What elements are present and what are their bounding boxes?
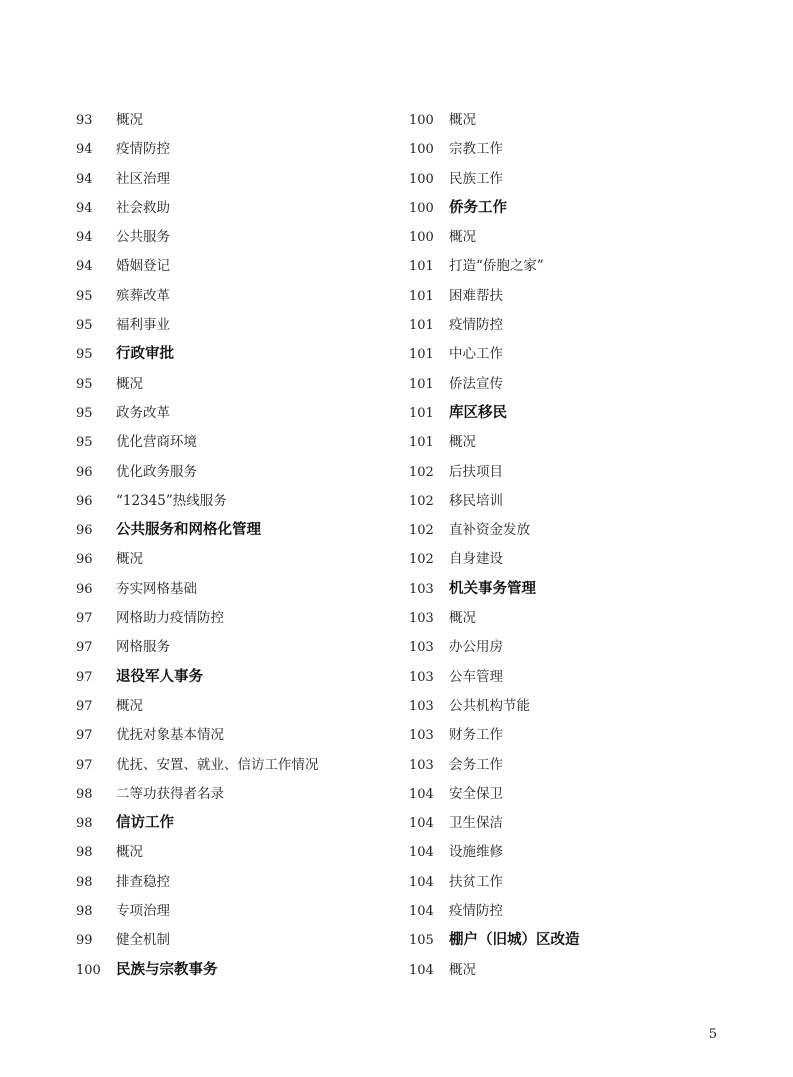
- toc-entry[interactable]: [409, 809, 739, 838]
- toc-page-number: 103: [409, 728, 434, 744]
- toc-entry-title: 设施维修: [449, 844, 503, 861]
- toc-entry-title: 社区治理: [116, 170, 170, 187]
- toc-entry[interactable]: [409, 838, 739, 867]
- toc-page-number: 100: [409, 142, 434, 158]
- toc-entry-title: 网格服务: [116, 639, 170, 656]
- toc-entry[interactable]: [409, 516, 739, 545]
- toc-section-heading[interactable]: [409, 194, 739, 223]
- toc-entry[interactable]: [409, 165, 739, 194]
- toc-entry-title: 侨法宣传: [449, 375, 503, 392]
- toc-entry-title: 夯实网格基础: [116, 580, 197, 597]
- toc-entry[interactable]: [409, 545, 739, 574]
- toc-entry[interactable]: [409, 721, 739, 750]
- toc-page-number: 94: [76, 142, 93, 158]
- toc-page-number: 101: [409, 288, 434, 304]
- toc-entry-title: 扶贫工作: [449, 873, 503, 890]
- toc-entry-title: 概况: [449, 112, 476, 128]
- toc-page-number: 98: [76, 816, 93, 832]
- toc-page-number: 104: [409, 962, 434, 978]
- toc-page-number: 105: [409, 933, 434, 949]
- toc-entry[interactable]: [409, 370, 739, 399]
- toc-entry-title: 办公用房: [449, 639, 503, 656]
- toc-entry[interactable]: [76, 868, 386, 897]
- toc-entry-title: 概况: [116, 375, 143, 392]
- toc-entry-title: 疫情防控: [449, 317, 503, 334]
- toc-page-number: 96: [76, 581, 93, 597]
- toc-entry-title: 福利事业: [116, 317, 170, 334]
- toc-page-number: 97: [76, 669, 93, 685]
- toc-entry[interactable]: [76, 252, 386, 281]
- toc-entry-title: 社会救助: [116, 199, 170, 216]
- toc-heading-title: 棚户（旧城）区改造: [449, 932, 580, 949]
- toc-entry-title: 宗教工作: [449, 141, 503, 158]
- toc-entry-title: “12345”热线服务: [116, 492, 227, 509]
- toc-page-number: 94: [76, 200, 93, 216]
- toc-entry-title: 公车管理: [449, 668, 503, 685]
- toc-page-number: 100: [409, 230, 434, 246]
- toc-page-number: 95: [76, 376, 93, 392]
- toc-entry-title: 中心工作: [449, 346, 503, 363]
- toc-entry-title: 优化营商环境: [116, 434, 197, 451]
- toc-entry-title: 卫生保洁: [449, 815, 503, 832]
- toc-entry-title: 专项治理: [116, 903, 170, 920]
- toc-entry-title: 概况: [449, 610, 476, 627]
- toc-entry-title: 财务工作: [449, 727, 503, 744]
- toc-page-number: 101: [409, 347, 434, 363]
- toc-heading-title: 库区移民: [449, 404, 507, 421]
- toc-entry-title: 优抚对象基本情况: [116, 727, 224, 744]
- toc-page-number: 102: [409, 552, 434, 568]
- toc-page-number: 103: [409, 698, 434, 714]
- toc-entry[interactable]: [76, 545, 386, 574]
- toc-entry-title: 打造“侨胞之家”: [449, 258, 544, 275]
- toc-entry-title: 疫情防控: [449, 903, 503, 920]
- toc-section-heading[interactable]: [76, 340, 386, 369]
- toc-entry[interactable]: [76, 194, 386, 223]
- toc-page-number: 103: [409, 669, 434, 685]
- toc-entry[interactable]: [409, 487, 739, 516]
- toc-page-number: 96: [76, 523, 93, 539]
- toc-page-number: 95: [76, 435, 93, 451]
- toc-entry[interactable]: [409, 692, 739, 721]
- toc-entry[interactable]: [409, 751, 739, 780]
- toc-entry-title: 概况: [449, 229, 476, 246]
- toc-page-number: 97: [76, 640, 93, 656]
- toc-entry-title: 疫情防控: [116, 141, 170, 158]
- toc-entry[interactable]: [409, 282, 739, 311]
- toc-entry[interactable]: [409, 311, 739, 340]
- toc-entry[interactable]: [76, 575, 386, 604]
- toc-entry[interactable]: [409, 780, 739, 809]
- toc-heading-title: 退役军人事务: [116, 668, 203, 685]
- toc-page-number: 98: [76, 786, 93, 802]
- toc-entry-title: 排查稳控: [116, 873, 170, 890]
- toc-page-number: 101: [409, 376, 434, 392]
- toc-page-number: 102: [409, 493, 434, 509]
- toc-entry-title: 网格助力疫情防控: [116, 610, 224, 627]
- toc-page-number: 95: [76, 347, 93, 363]
- toc-page-number: 93: [76, 113, 93, 128]
- toc-entry-title: 直补资金发放: [449, 522, 530, 539]
- toc-section-heading[interactable]: [76, 956, 386, 985]
- toc-entry-title: 婚姻登记: [116, 258, 170, 275]
- toc-page-number: 98: [76, 904, 93, 920]
- toc-entry[interactable]: [76, 311, 386, 340]
- page-number: 5: [708, 1027, 717, 1042]
- toc-column-left: [76, 106, 386, 985]
- toc-entry[interactable]: [409, 340, 739, 369]
- toc-page-number: 103: [409, 640, 434, 656]
- toc-page-number: 97: [76, 611, 93, 627]
- toc-heading-title: 侨务工作: [449, 199, 507, 216]
- toc-entry-title: 公共服务: [116, 229, 170, 246]
- toc-page-number: 99: [76, 933, 93, 949]
- toc-page-number: 100: [409, 171, 434, 187]
- toc-entry-title: 后扶项目: [449, 463, 503, 480]
- toc-entry[interactable]: [76, 458, 386, 487]
- toc-page-number: 97: [76, 698, 93, 714]
- toc-entry[interactable]: [76, 399, 386, 428]
- toc-entry-title: 概况: [116, 697, 143, 714]
- toc-heading-title: 机关事务管理: [449, 580, 536, 597]
- toc-entry-title: 移民培训: [449, 492, 503, 509]
- toc-page-number: 95: [76, 318, 93, 334]
- toc-page-number: 100: [409, 200, 434, 216]
- toc-entry[interactable]: [76, 487, 386, 516]
- toc-page-number: 104: [409, 874, 434, 890]
- toc-entry-title: 概况: [116, 844, 143, 861]
- toc-section-heading[interactable]: [409, 399, 739, 428]
- toc-page-number: 103: [409, 611, 434, 627]
- toc-section-heading[interactable]: [409, 575, 739, 604]
- toc-entry-title: 概况: [449, 434, 476, 451]
- toc-entry[interactable]: [76, 604, 386, 633]
- toc-page-number: 104: [409, 904, 434, 920]
- toc-page-number: 104: [409, 845, 434, 861]
- toc-entry[interactable]: [409, 252, 739, 281]
- toc-entry[interactable]: [409, 897, 739, 926]
- toc-entry[interactable]: [76, 897, 386, 926]
- toc-entry-title: 公共机构节能: [449, 697, 530, 714]
- toc-page-number: 96: [76, 464, 93, 480]
- toc-entry[interactable]: [76, 751, 386, 780]
- toc-page-number: 96: [76, 552, 93, 568]
- toc-entry[interactable]: [76, 780, 386, 809]
- toc-column-right: [409, 106, 739, 985]
- toc-page-number: 100: [76, 962, 101, 978]
- toc-section-heading[interactable]: [76, 516, 386, 545]
- toc-page-number: 103: [409, 581, 434, 597]
- toc-entry-title: 安全保卫: [449, 785, 503, 802]
- toc-entry-title: 困难帮扶: [449, 287, 503, 304]
- toc-entry[interactable]: [409, 604, 739, 633]
- toc-entry[interactable]: [76, 926, 386, 955]
- toc-entry-title: 概况: [449, 961, 476, 978]
- toc-page-number: 97: [76, 757, 93, 773]
- toc-section-heading[interactable]: [76, 809, 386, 838]
- toc-entry[interactable]: [409, 868, 739, 897]
- toc-page-number: 98: [76, 874, 93, 890]
- toc-entry-title: 自身建设: [449, 551, 503, 568]
- toc-entry-title: 概况: [116, 112, 143, 128]
- toc-page-number: 101: [409, 259, 434, 275]
- toc-entry[interactable]: [409, 106, 739, 135]
- toc-entry-title: 概况: [116, 551, 143, 568]
- toc-entry[interactable]: [76, 838, 386, 867]
- toc-page-number: 94: [76, 171, 93, 187]
- toc-entry[interactable]: [76, 106, 386, 135]
- toc-page-number: 104: [409, 816, 434, 832]
- toc-page-number: 102: [409, 523, 434, 539]
- toc-entry[interactable]: [76, 428, 386, 457]
- toc-entry[interactable]: [76, 165, 386, 194]
- toc-entry-title: 优化政务服务: [116, 463, 197, 480]
- toc-entry[interactable]: [76, 633, 386, 662]
- toc-entry-title: 政务改革: [116, 404, 170, 421]
- toc-page-number: 94: [76, 230, 93, 246]
- toc-entry[interactable]: [409, 633, 739, 662]
- toc-page-number: 95: [76, 288, 93, 304]
- toc-entry-title: 优抚、安置、就业、信访工作情况: [116, 756, 319, 773]
- toc-entry[interactable]: [409, 956, 739, 985]
- toc-page-number: 98: [76, 845, 93, 861]
- toc-entry[interactable]: [409, 663, 739, 692]
- toc-page-number: 96: [76, 493, 93, 509]
- toc-entry[interactable]: [76, 692, 386, 721]
- toc-entry[interactable]: [76, 282, 386, 311]
- toc-page-number: 101: [409, 405, 434, 421]
- toc-page-number: 94: [76, 259, 93, 275]
- toc-entry[interactable]: [76, 721, 386, 750]
- toc-entry[interactable]: [76, 223, 386, 252]
- toc-page-number: 104: [409, 786, 434, 802]
- toc-heading-title: 公共服务和网格化管理: [116, 522, 261, 539]
- toc-entry-title: 健全机制: [116, 932, 170, 949]
- toc-page-number: 101: [409, 435, 434, 451]
- toc-entry[interactable]: [409, 223, 739, 252]
- toc-entry[interactable]: [76, 370, 386, 399]
- toc-page-number: 100: [409, 113, 434, 128]
- toc-entry[interactable]: [409, 428, 739, 457]
- toc-entry-title: 殡葬改革: [116, 287, 170, 304]
- toc-page-number: 95: [76, 405, 93, 421]
- toc-section-heading[interactable]: [409, 926, 739, 955]
- toc-section-heading[interactable]: [76, 663, 386, 692]
- toc-entry[interactable]: [409, 458, 739, 487]
- toc-entry[interactable]: [409, 135, 739, 164]
- toc-heading-title: 信访工作: [116, 815, 174, 832]
- toc-heading-title: 民族与宗教事务: [116, 961, 218, 978]
- toc-entry-title: 二等功获得者名录: [116, 785, 224, 802]
- toc-entry[interactable]: [76, 135, 386, 164]
- toc-page-number: 97: [76, 728, 93, 744]
- toc-heading-title: 行政审批: [116, 346, 174, 363]
- toc-page-number: 101: [409, 318, 434, 334]
- toc-page-number: 103: [409, 757, 434, 773]
- toc-entry-title: 民族工作: [449, 170, 503, 187]
- toc-entry-title: 会务工作: [449, 756, 503, 773]
- toc-page-number: 102: [409, 464, 434, 480]
